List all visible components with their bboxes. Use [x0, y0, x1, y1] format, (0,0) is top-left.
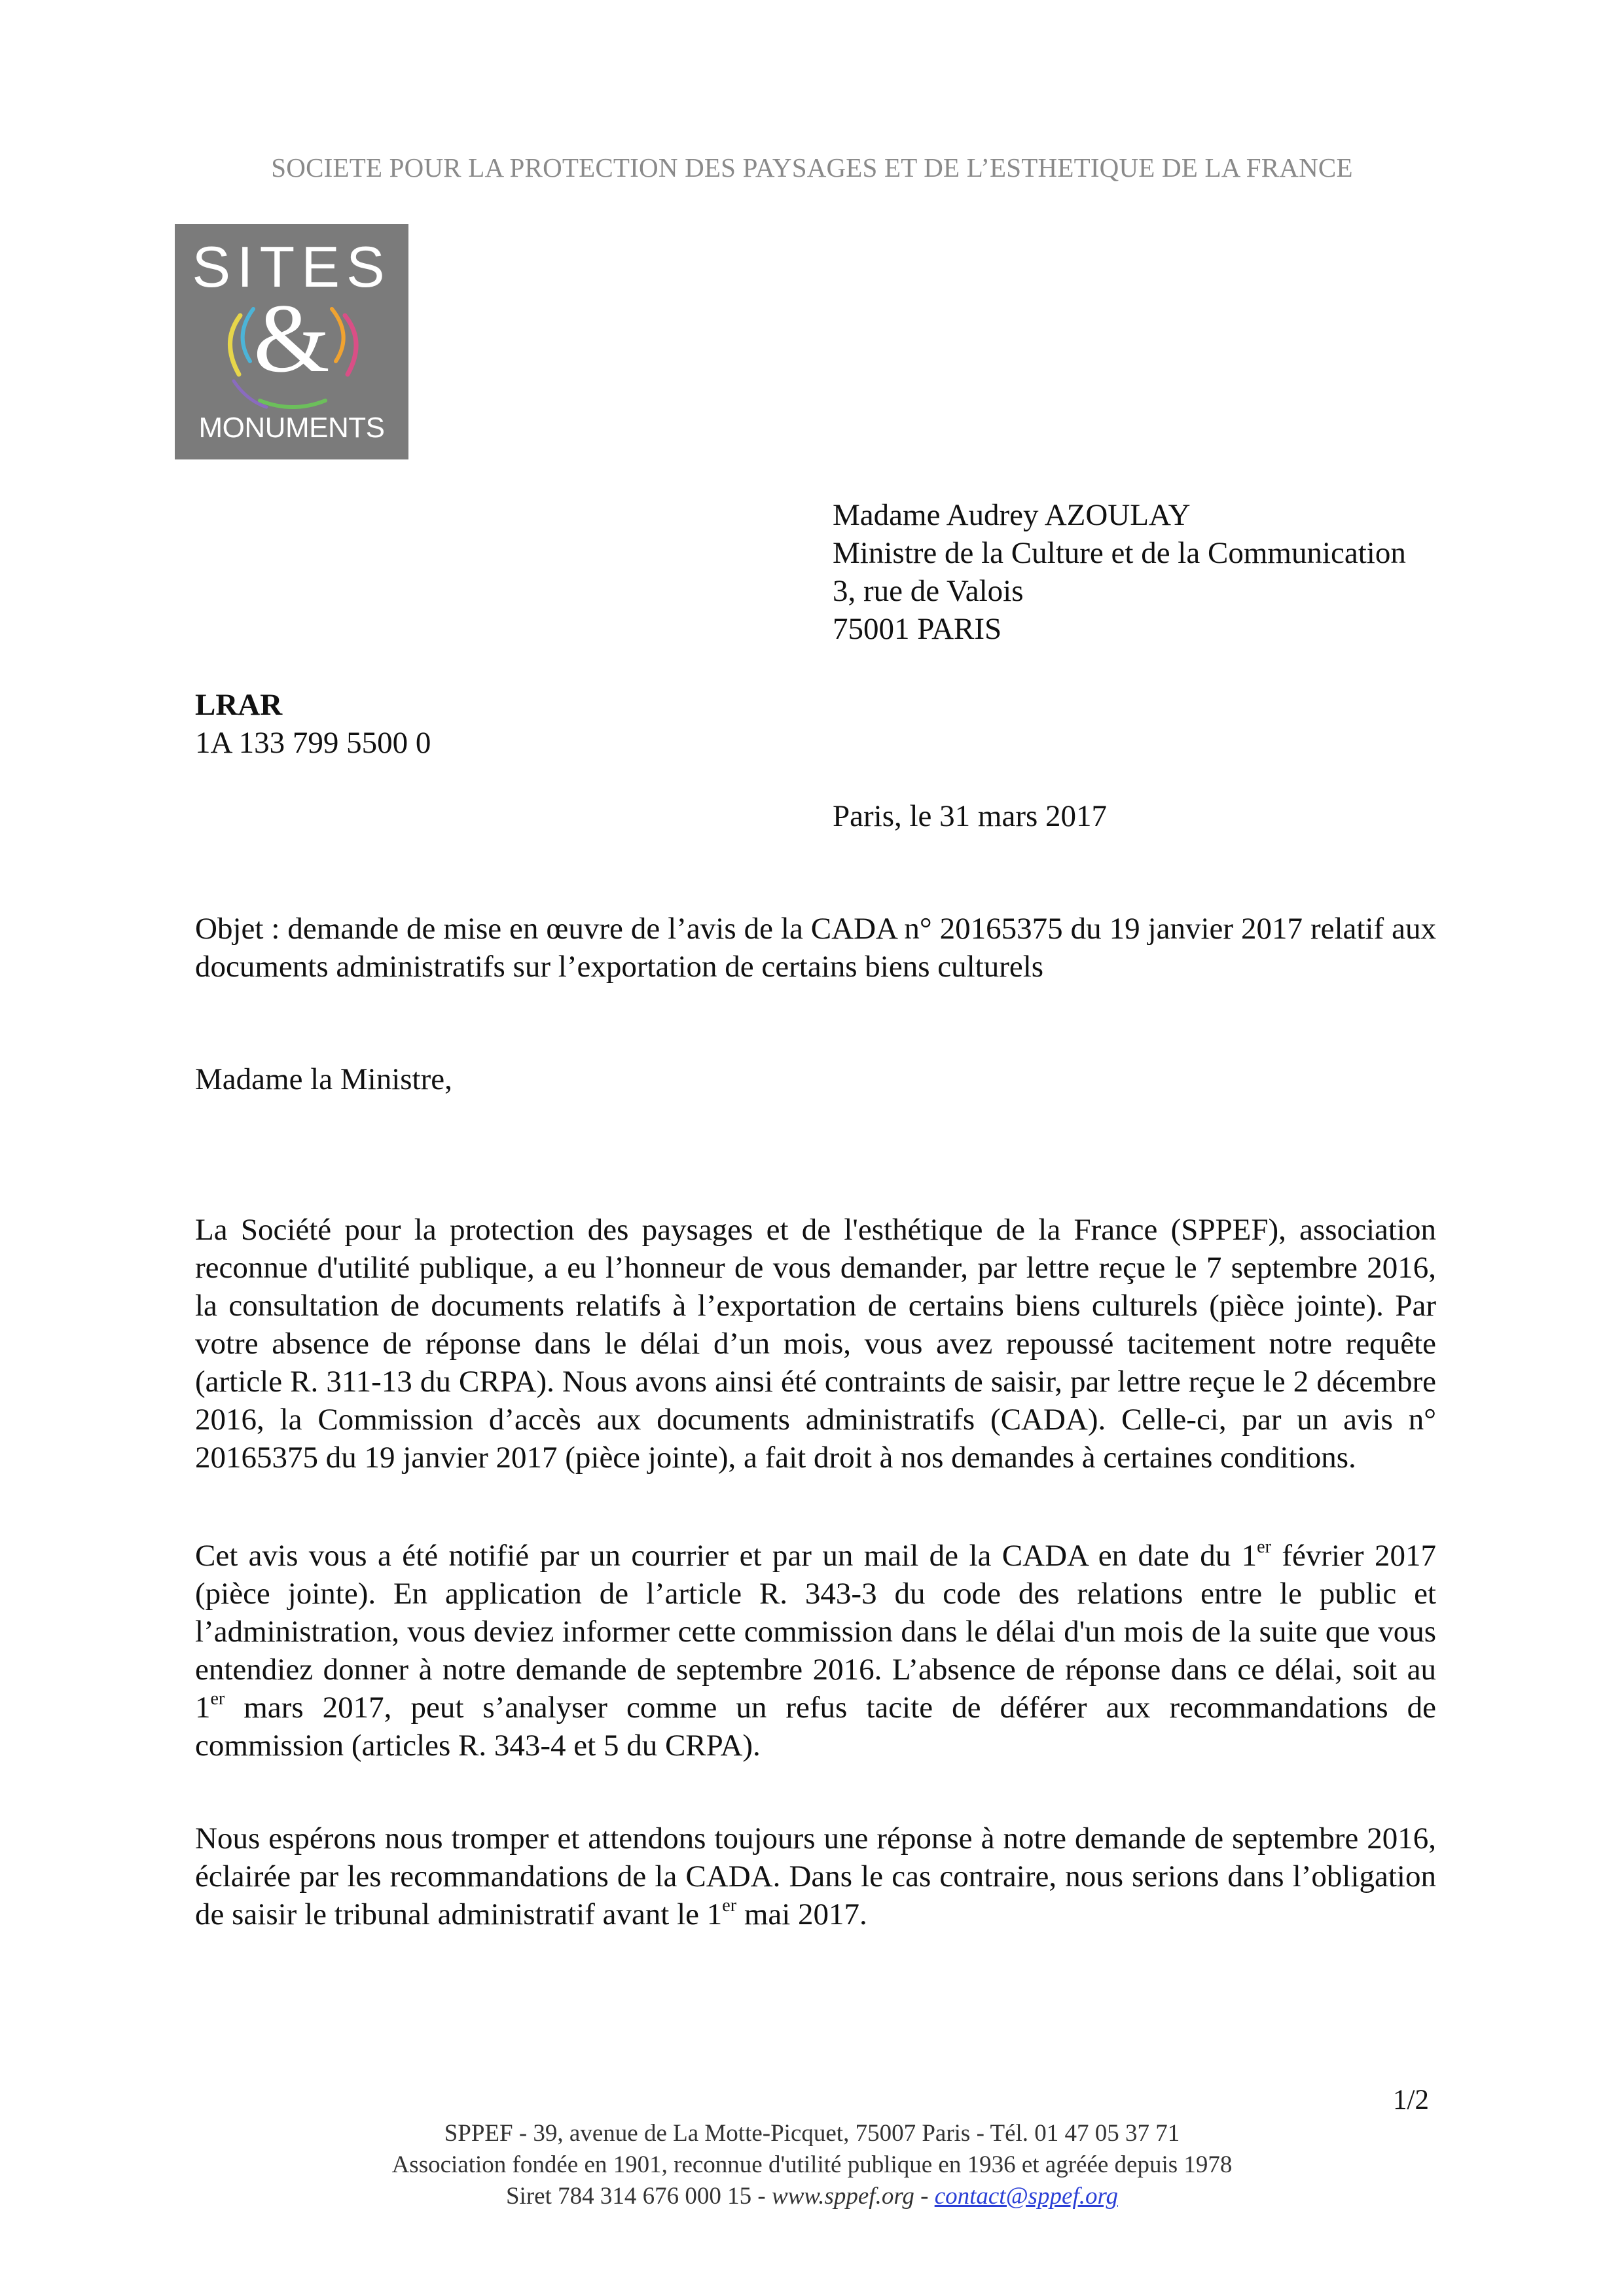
footer-contact — [0, 2182, 1624, 2210]
p2-text-b: février 2017 (pièce jointe). En application de l’article R. 343-3 du code des relations entre le public et l’administration, vous deviez informer cette commission dans le délai d'un mois de la suite que vous entendiez donner à notre demande de septembre 2016. L’absence de réponse dans ce délai, soit au 1 — [195, 1539, 1436, 1725]
letter-date: Paris, le 31 mars 2017 — [833, 799, 1108, 833]
sites-monuments-logo — [175, 224, 408, 459]
salutation: Madame la Ministre, — [195, 1062, 452, 1096]
recipient-title: Ministre de la Culture et de la Communication — [833, 536, 1406, 570]
p3-text-b: mai 2017. — [736, 1897, 867, 1931]
recipient-street: 3, rue de Valois — [833, 574, 1024, 608]
body-paragraph-1: La Société pour la protection des paysages et de l'esthétique de la France (SPPEF), association reconnue d'utilité publique, a eu l’honneur de vous demander, par lettre reçue le 7 septembre 2016, la consultation de documents relatifs à l’exportation de certains biens culturels (pièce jointe). Par votre absence de réponse dans le délai d’un mois, vous avez repoussé tacitement notre requête (article R. 311-13 du CRPA). Nous avons ainsi été contraints de saisir, par lettre reçue le 2 décembre 2016, la Commission d’accès aux documents administratifs (CADA). Celle-ci, par un avis n° 20165375 du 19 janvier 2017 (pièce jointe), a fait droit à nos demandes à certaines conditions. — [195, 1213, 1436, 1475]
footer-siret: Siret 784 314 676 000 15 - — [505, 2183, 772, 2210]
footer-association: Association fondée en 1901, reconnue d'utilité publique en 1936 et agréée depuis 1978 — [391, 2151, 1233, 2178]
page-number: 1/2 — [1393, 2085, 1429, 2115]
logo-text-sites: SITES — [192, 234, 391, 299]
recipient-address — [833, 496, 1406, 648]
registered-mail-block — [195, 686, 431, 762]
p2-text-c: mars 2017, peut s’analyser comme un refus tacite de déférer aux recommandations de commission (articles R. 343-4 et 5 du CRPA). — [195, 1691, 1436, 1763]
lrar-label: LRAR — [195, 688, 283, 722]
lrar-number: 1A 133 799 5500 0 — [195, 726, 431, 760]
footer-email-link[interactable]: contact@sppef.org — [934, 2183, 1119, 2210]
p3-superscript: er — [722, 1895, 737, 1916]
organization-header: SOCIETE POUR LA PROTECTION DES PAYSAGES ET DE L’ESTHETIQUE DE LA FRANCE — [271, 152, 1353, 183]
p2-superscript-1: er — [1257, 1537, 1271, 1557]
logo-text-monuments: MONUMENTS — [198, 412, 385, 444]
footer-website-link[interactable]: www.sppef.org — [771, 2183, 914, 2210]
footer-address: SPPEF - 39, avenue de La Motte-Picquet, 75007 Paris - Tél. 01 47 05 37 71 — [444, 2120, 1180, 2147]
recipient-name: Madame Audrey AZOULAY — [833, 498, 1191, 532]
logo-text-ampersand: & — [253, 284, 330, 393]
p2-superscript-2: er — [210, 1689, 225, 1709]
body-paragraph-2 — [195, 1537, 1436, 1765]
recipient-city: 75001 PARIS — [833, 612, 1002, 646]
body-paragraph-3 — [195, 1820, 1436, 1933]
p2-text-a: Cet avis vous a été notifié par un courrier et par un mail de la CADA en date du 1 — [195, 1539, 1257, 1573]
p3-text-a: Nous espérons nous tromper et attendons toujours une réponse à notre demande de septembre 2016, éclairée par les recommandations de la CADA. Dans le cas contraire, nous serions dans l’obligation de saisir le tribunal administratif avant le 1 — [195, 1821, 1436, 1931]
footer-separator: - — [914, 2183, 935, 2210]
letter-object: Objet : demande de mise en œuvre de l’avis de la CADA n° 20165375 du 19 janvier 2017 relatif aux documents administratifs sur l’exportation de certains biens culturels — [195, 912, 1436, 984]
